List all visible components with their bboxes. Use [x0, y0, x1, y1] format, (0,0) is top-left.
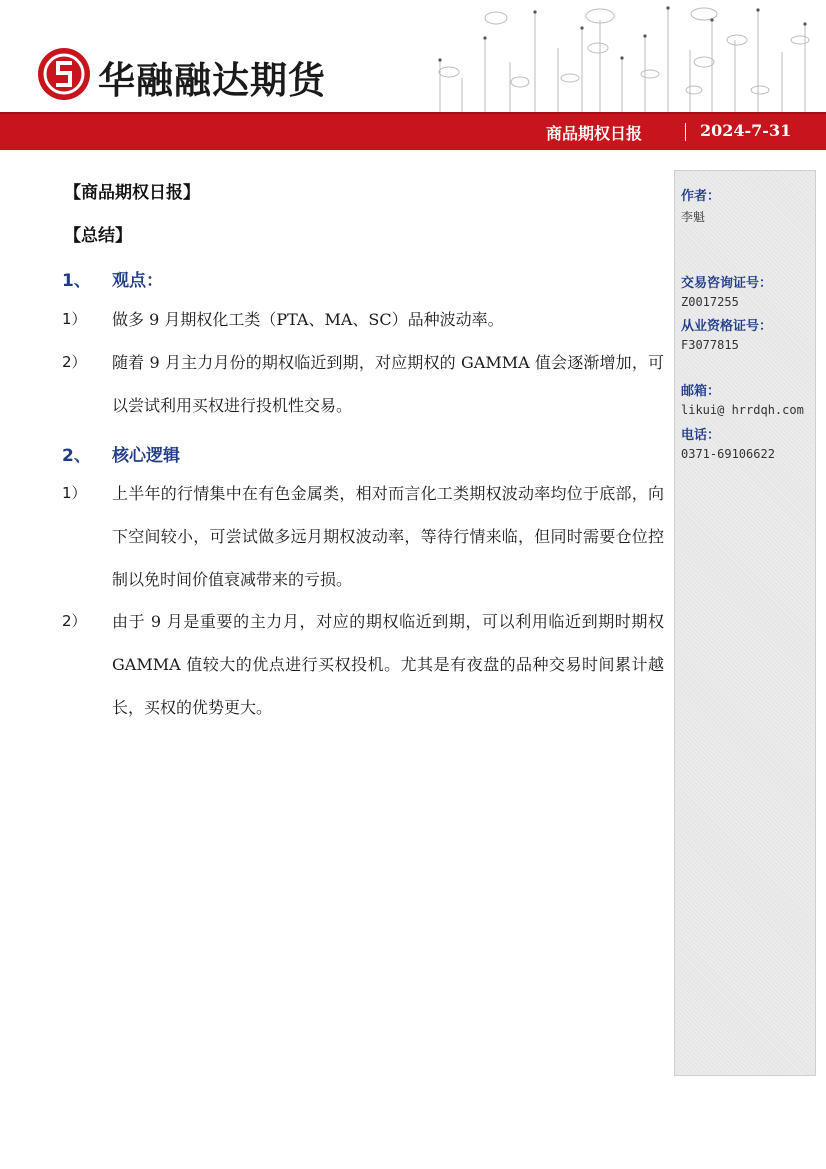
- header-divider: [685, 123, 686, 141]
- section-title: 核心逻辑: [112, 446, 180, 466]
- report-name: 商品期权日报: [546, 124, 643, 143]
- item-text: 由于 9 月是重要的主力月，对应的期权临近到期，可以利用临近到期时期权 GAMMA 值较大的优点进行买权投机。尤其是有夜盘的品种交易时间累计越长，买权的优势更大。: [112, 612, 664, 717]
- author-name: 李魁: [681, 210, 706, 224]
- email-address[interactable]: likui@ hrrdqh.com: [681, 403, 804, 417]
- item-text: 随着 9 月主力月份的期权临近到期，对应期权的 GAMMA 值会逐渐增加，可以尝试利用买权进行投机性交易。: [112, 353, 664, 415]
- qualification-number: F3077815: [681, 338, 739, 352]
- summary-label: 【总结】: [64, 226, 132, 246]
- item-number: 1）: [62, 310, 87, 328]
- item-number: 2）: [62, 353, 87, 371]
- email-label: 邮箱：: [681, 384, 721, 399]
- item-number: 2）: [62, 612, 87, 630]
- item-number: 1）: [62, 484, 87, 502]
- section-number: 2、: [62, 446, 91, 466]
- header-red-bar: [0, 112, 826, 150]
- section-number: 1、: [62, 271, 91, 291]
- item-text: 做多 9 月期权化工类（PTA、MA、SC）品种波动率。: [112, 310, 504, 329]
- item-text: 上半年的行情集中在有色金属类，相对而言化工类期权波动率均位于底部，向下空间较小，可尝试做多远月期权波动率，等待行情来临，但同时需要仓位控制以免时间价值衰减带来的亏损。: [112, 484, 664, 589]
- author-sidebar: [674, 170, 816, 1076]
- report-date: 2024-7-31: [700, 121, 792, 140]
- page-header: [0, 0, 826, 150]
- company-logo-icon: [36, 46, 92, 102]
- section-title: 观点：: [112, 271, 163, 291]
- consult-number: Z0017255: [681, 295, 739, 309]
- qualification-label: 从业资格证号：: [681, 319, 773, 334]
- phone-number: 0371-69106622: [681, 447, 775, 461]
- company-name: 华融融达期货: [98, 59, 326, 102]
- phone-label: 电话：: [681, 428, 721, 443]
- consult-label: 交易咨询证号：: [681, 276, 773, 291]
- author-label: 作者：: [681, 189, 721, 204]
- report-title: 【商品期权日报】: [64, 183, 200, 203]
